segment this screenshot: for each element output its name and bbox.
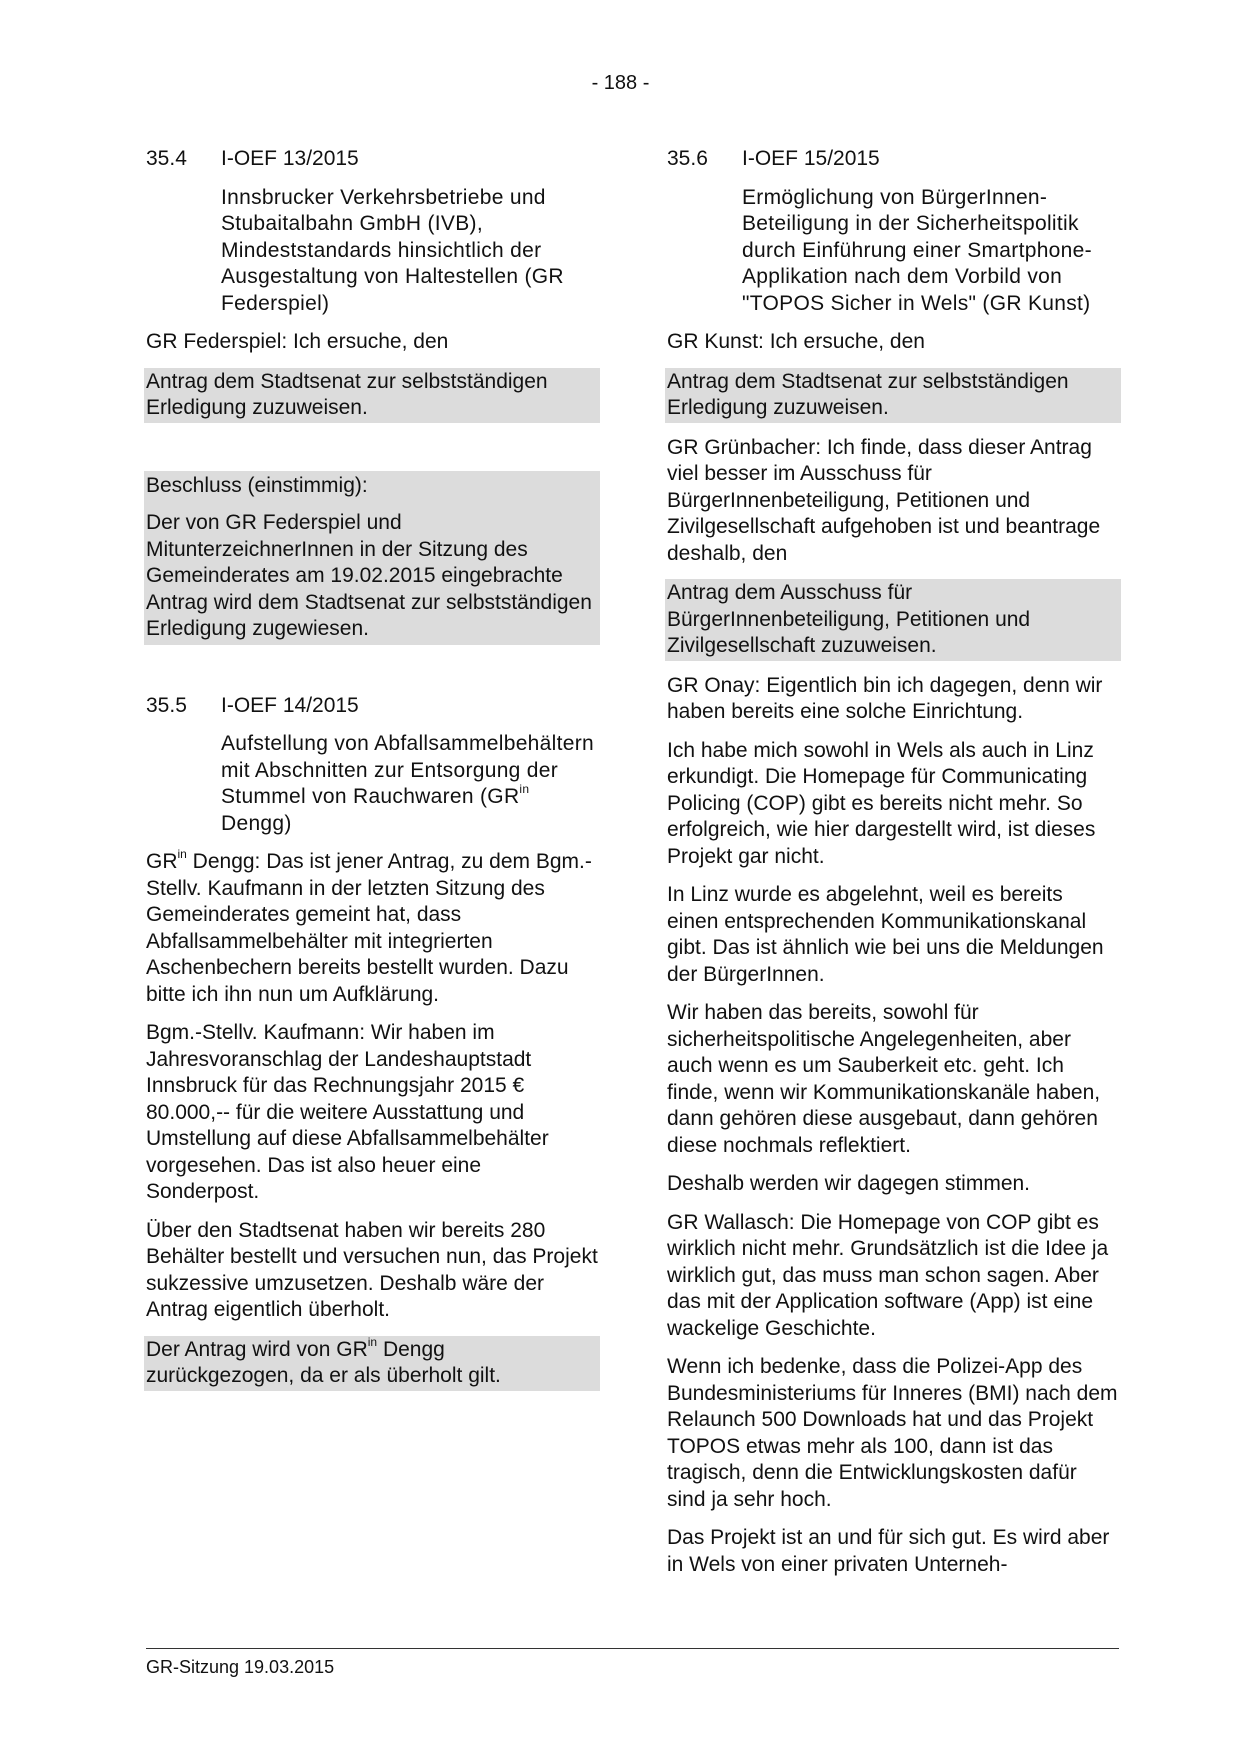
item-heading-35-4 xyxy=(146,146,598,173)
resolution-label: Beschluss (einstimmig): xyxy=(146,473,368,497)
paragraph: Wenn ich bedenke, dass die Polizei-App des Bundesministeriums für Inneres (BMI) nach dem Relaunch 500 Downloads hat und das Projekt TOPOS etwas mehr als 100, dann ist das tragisch, denn die Entwicklungskosten dafür sind ja sehr hoch. xyxy=(667,1355,1118,1511)
paragraph: Über den Stadtsenat haben wir bereits 280 Behälter bestellt und versuchen nun, das Projekt sukzessive umzusetzen. Deshalb wäre der Antrag eigentlich überholt. xyxy=(146,1218,598,1321)
item-number: 35.5 xyxy=(146,693,187,717)
left-column xyxy=(146,146,598,1403)
paragraph: In Linz wurde es abgelehnt, weil es bereits einen entsprechenden Kommunikationskanal gibt. Das ist ähnlich wie bei uns die Meldungen der BürgerInnen. xyxy=(667,883,1104,986)
speaker-paragraph: GR Federspiel: Ich ersuche, den xyxy=(146,330,449,353)
speaker-paragraph: $GR^{in}$ Dengg: Das ist jener Antrag, zu dem Bgm.-Stellv. Kaufmann in der letzten Sitzung des Gemeinderates gemeint hat, dass Abfallsammelbehälter mit integrierten Aschenbechern bereits bestellt wurden. Dazu bitte ich ihn nun um Aufklärung. xyxy=(146,847,592,1006)
paragraph: Ich habe mich sowohl in Wels als auch in Linz erkundigt. Die Homepage für Communicating Policing (COP) gibt es bereits nicht mehr. So erfolgreich, wie hier dargestellt wird, ist dieses Projekt gar nicht. xyxy=(667,738,1096,868)
speaker-paragraph: GR Grünbacher: Ich finde, dass dieser Antrag viel besser im Ausschuss für BürgerInnenbeteiligung, Petitionen und Zivilgesellschaft aufgehoben ist und beantrage deshalb, den xyxy=(667,435,1101,565)
item-code: I-OEF 14/2015 xyxy=(221,693,359,717)
withdrawal-box: Der Antrag wird von $GR^{in}$ Dengg zurückgezogen, da er als überholt gilt. xyxy=(144,1336,600,1391)
speaker-paragraph: GR Wallasch: Die Homepage von COP gibt es wirklich nicht mehr. Grundsätzlich ist die Idee ja wirklich gut, das muss man schon sagen. Aber das mit der Application software (App) ist eine wackelige Geschichte. xyxy=(667,1210,1109,1340)
page-number: - 188 - xyxy=(591,72,650,94)
right-column xyxy=(667,146,1119,1590)
paragraph: Deshalb werden wir dagegen stimmen. xyxy=(667,1172,1031,1195)
motion-box: Antrag dem Stadtsenat zur selbstständigen Erledigung zuzuweisen. xyxy=(144,368,600,423)
speaker-paragraph: GR Kunst: Ich ersuche, den xyxy=(667,330,925,353)
item-code: I-OEF 13/2015 xyxy=(221,147,359,170)
footer-text: GR-Sitzung 19.03.2015 xyxy=(146,1657,335,1677)
paragraph: Wir haben das bereits, sowohl für sicherheitspolitische Angelegenheiten, aber auch wenn es um Sauberkeit etc. geht. Ich finde, wenn wir Kommunikationskanäle haben, dann gehören diese ausgebaut, dann gehören diese nochmals reflektiert. xyxy=(667,1001,1101,1157)
item-code: I-OEF 15/2015 xyxy=(742,147,880,170)
resolution-text: Der von GR Federspiel und MitunterzeichnerInnen in der Sitzung des Gemeinderates am 19.02.2015 eingebrachte Antrag wird dem Stadtsenat zur selbstständigen Erledigung zugewiesen. xyxy=(146,511,592,640)
item-title: Aufstellung von Abfallsammelbehältern mit Abschnitten zur Entsorgung der Stummel von Rauchwaren ($GR^{in}$ Dengg) xyxy=(221,732,594,835)
motion-box: Antrag dem Stadtsenat zur selbstständigen Erledigung zuzuweisen. xyxy=(665,368,1121,423)
footer-rule xyxy=(146,1648,1119,1649)
paragraph: Das Projekt ist an und für sich gut. Es wird aber in Wels von einer privaten Unterneh- xyxy=(667,1526,1110,1576)
motion-box: Antrag dem Ausschuss für BürgerInnenbeteiligung, Petitionen und Zivilgesellschaft zuzuweisen. xyxy=(665,579,1121,661)
item-number: 35.4 xyxy=(146,147,187,170)
item-number: 35.6 xyxy=(667,147,708,170)
item-heading-35-5 xyxy=(146,693,598,720)
speaker-paragraph: GR Onay: Eigentlich bin ich dagegen, denn wir haben bereits eine solche Einrichtung. xyxy=(667,673,1103,723)
resolution-box xyxy=(144,471,600,645)
item-heading-35-6 xyxy=(667,146,1119,173)
item-title: Innsbrucker Verkehrsbetriebe und Stubaitalbahn GmbH (IVB), Mindeststandards hinsichtlich der Ausgestaltung von Haltestellen (GR Federspiel) xyxy=(221,185,564,315)
speaker-paragraph: Bgm.-Stellv. Kaufmann: Wir haben im Jahresvoranschlag der Landeshauptstadt Innsbruck für das Rechnungsjahr 2015 € 80.000,-- für die weitere Ausstattung und Umstellung auf diese Abfallsammelbehälter vorgesehen. Das ist also heuer eine Sonderpost. xyxy=(146,1021,549,1203)
item-title: Ermöglichung von BürgerInnen-Beteiligung in der Sicherheitspolitik durch Einführung einer Smartphone-Applikation nach dem Vorbild von "TOPOS Sicher in Wels" (GR Kunst) xyxy=(742,185,1092,315)
